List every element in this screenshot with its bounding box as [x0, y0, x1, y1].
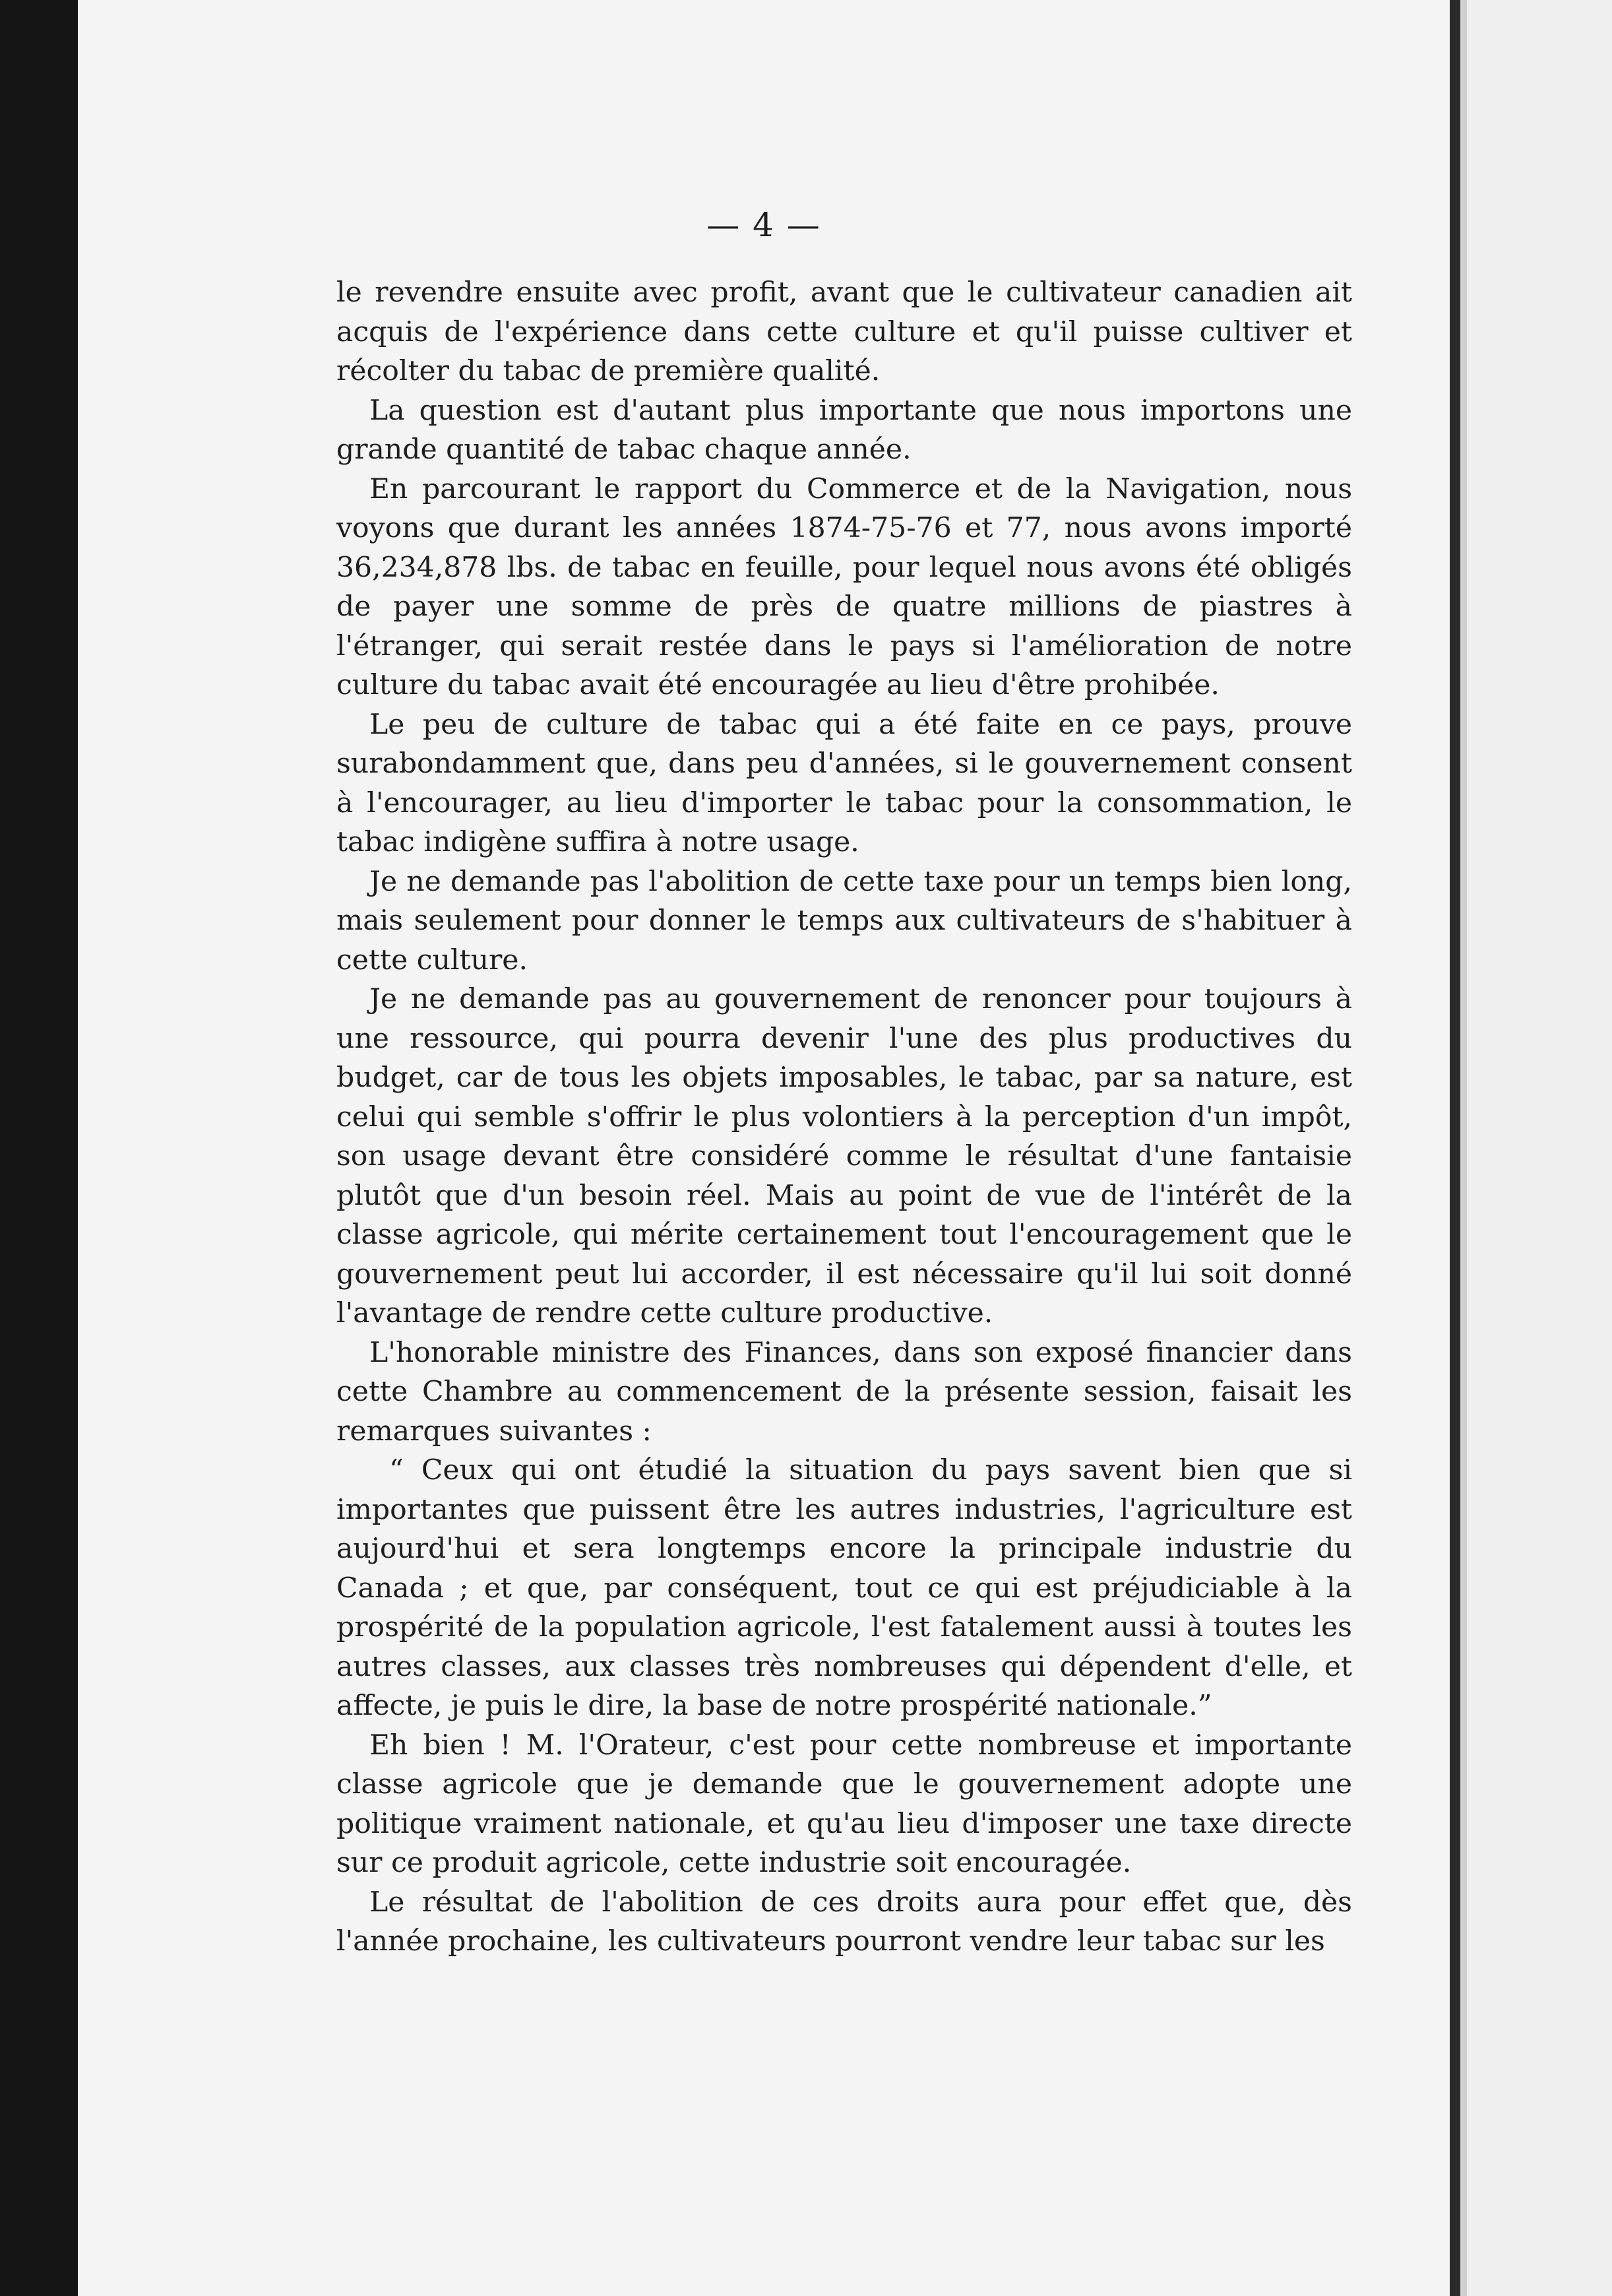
- paragraph-1: le revendre ensuite avec profit, avant que le cultivateur canadien ait acquis de l'expérience dans cette culture et qu'il puisse cultiver et récolter du tabac de première qualité.: [336, 276, 1352, 387]
- paragraph-3: En parcourant le rapport du Commerce et de la Navigation, nous voyons que durant les années 1874-75-76 et 77, nous avons importé 36,234,878 lbs. de tabac en feuille, pour lequel nous avons été obligés de payer une somme de près de quatre millions de piastres à l'étranger, qui serait restée dans le pays si l'amélioration de notre culture du tabac avait été encouragée au lieu d'être prohibée.: [336, 472, 1352, 701]
- quotation-paragraph: “ Ceux qui ont étudié la situation du pays savent bien que si importantes que puissent être les autres industries, l'agriculture est aujourd'hui et sera longtemps encore la principale industrie du Canada ; et que, par conséquent, tout ce qui est préjudiciable à la prospérité de la population agricole, l'est fatalement aussi à toutes les autres classes, aux classes très nombreuses qui dépendent d'elle, et affecte, je puis le dire, la base de notre prospérité nationale.”: [336, 1454, 1352, 1722]
- paragraph-2: La question est d'autant plus importante que nous importons une grande quantité de tabac chaque année.: [336, 394, 1352, 466]
- paragraph-7: L'honorable ministre des Finances, dans son exposé financier dans cette Chambre au commencement de la présente session, faisait les remarques suivantes :: [336, 1336, 1352, 1448]
- paragraph-10: Le résultat de l'abolition de ces droits aura pour effet que, dès l'année prochaine, les cultivateurs pourront vendre leur tabac sur les: [336, 1886, 1352, 1958]
- document-page: [78, 0, 1450, 2296]
- body-text: [336, 273, 1352, 1961]
- scan-border-left: [0, 0, 79, 2296]
- paragraph-5: Je ne demande pas l'abolition de cette taxe pour un temps bien long, mais seulement pour donner le temps aux cultivateurs de s'habituer à cette culture.: [336, 865, 1352, 976]
- page-number: — 4 —: [706, 206, 821, 244]
- adjacent-page-shadow: [1460, 0, 1467, 2296]
- paragraph-6: Je ne demande pas au gouvernement de renoncer pour toujours à une ressource, qui pourra devenir l'une des plus productives du budget, car de tous les objets imposables, le tabac, par sa nature, est celui qui semble s'offrir le plus volontiers à la perception d'un impôt, son usage devant être considéré comme le résultat d'une fantaisie plutôt que d'un besoin réel. Mais au point de vue de l'intérêt de la classe agricole, qui mérite certainement tout l'encouragement que le gouvernement peut lui accorder, il est nécessaire qu'il lui soit donné l'avantage de rendre cette culture productive.: [336, 983, 1352, 1329]
- page-gutter: [1450, 0, 1460, 2296]
- paragraph-9: Eh bien ! M. l'Orateur, c'est pour cette nombreuse et importante classe agricole que je demande que le gouvernement adopte une politique vraiment nationale, et qu'au lieu d'imposer une taxe directe sur ce produit agricole, cette industrie soit encouragée.: [336, 1729, 1352, 1879]
- adjacent-page-edge: [1460, 0, 1612, 2296]
- paragraph-4: Le peu de culture de tabac qui a été faite en ce pays, prouve surabondamment que, dans peu d'années, si le gouvernement consent à l'encourager, au lieu d'importer le tabac pour la consommation, le tabac indigène suffira à notre usage.: [336, 708, 1352, 858]
